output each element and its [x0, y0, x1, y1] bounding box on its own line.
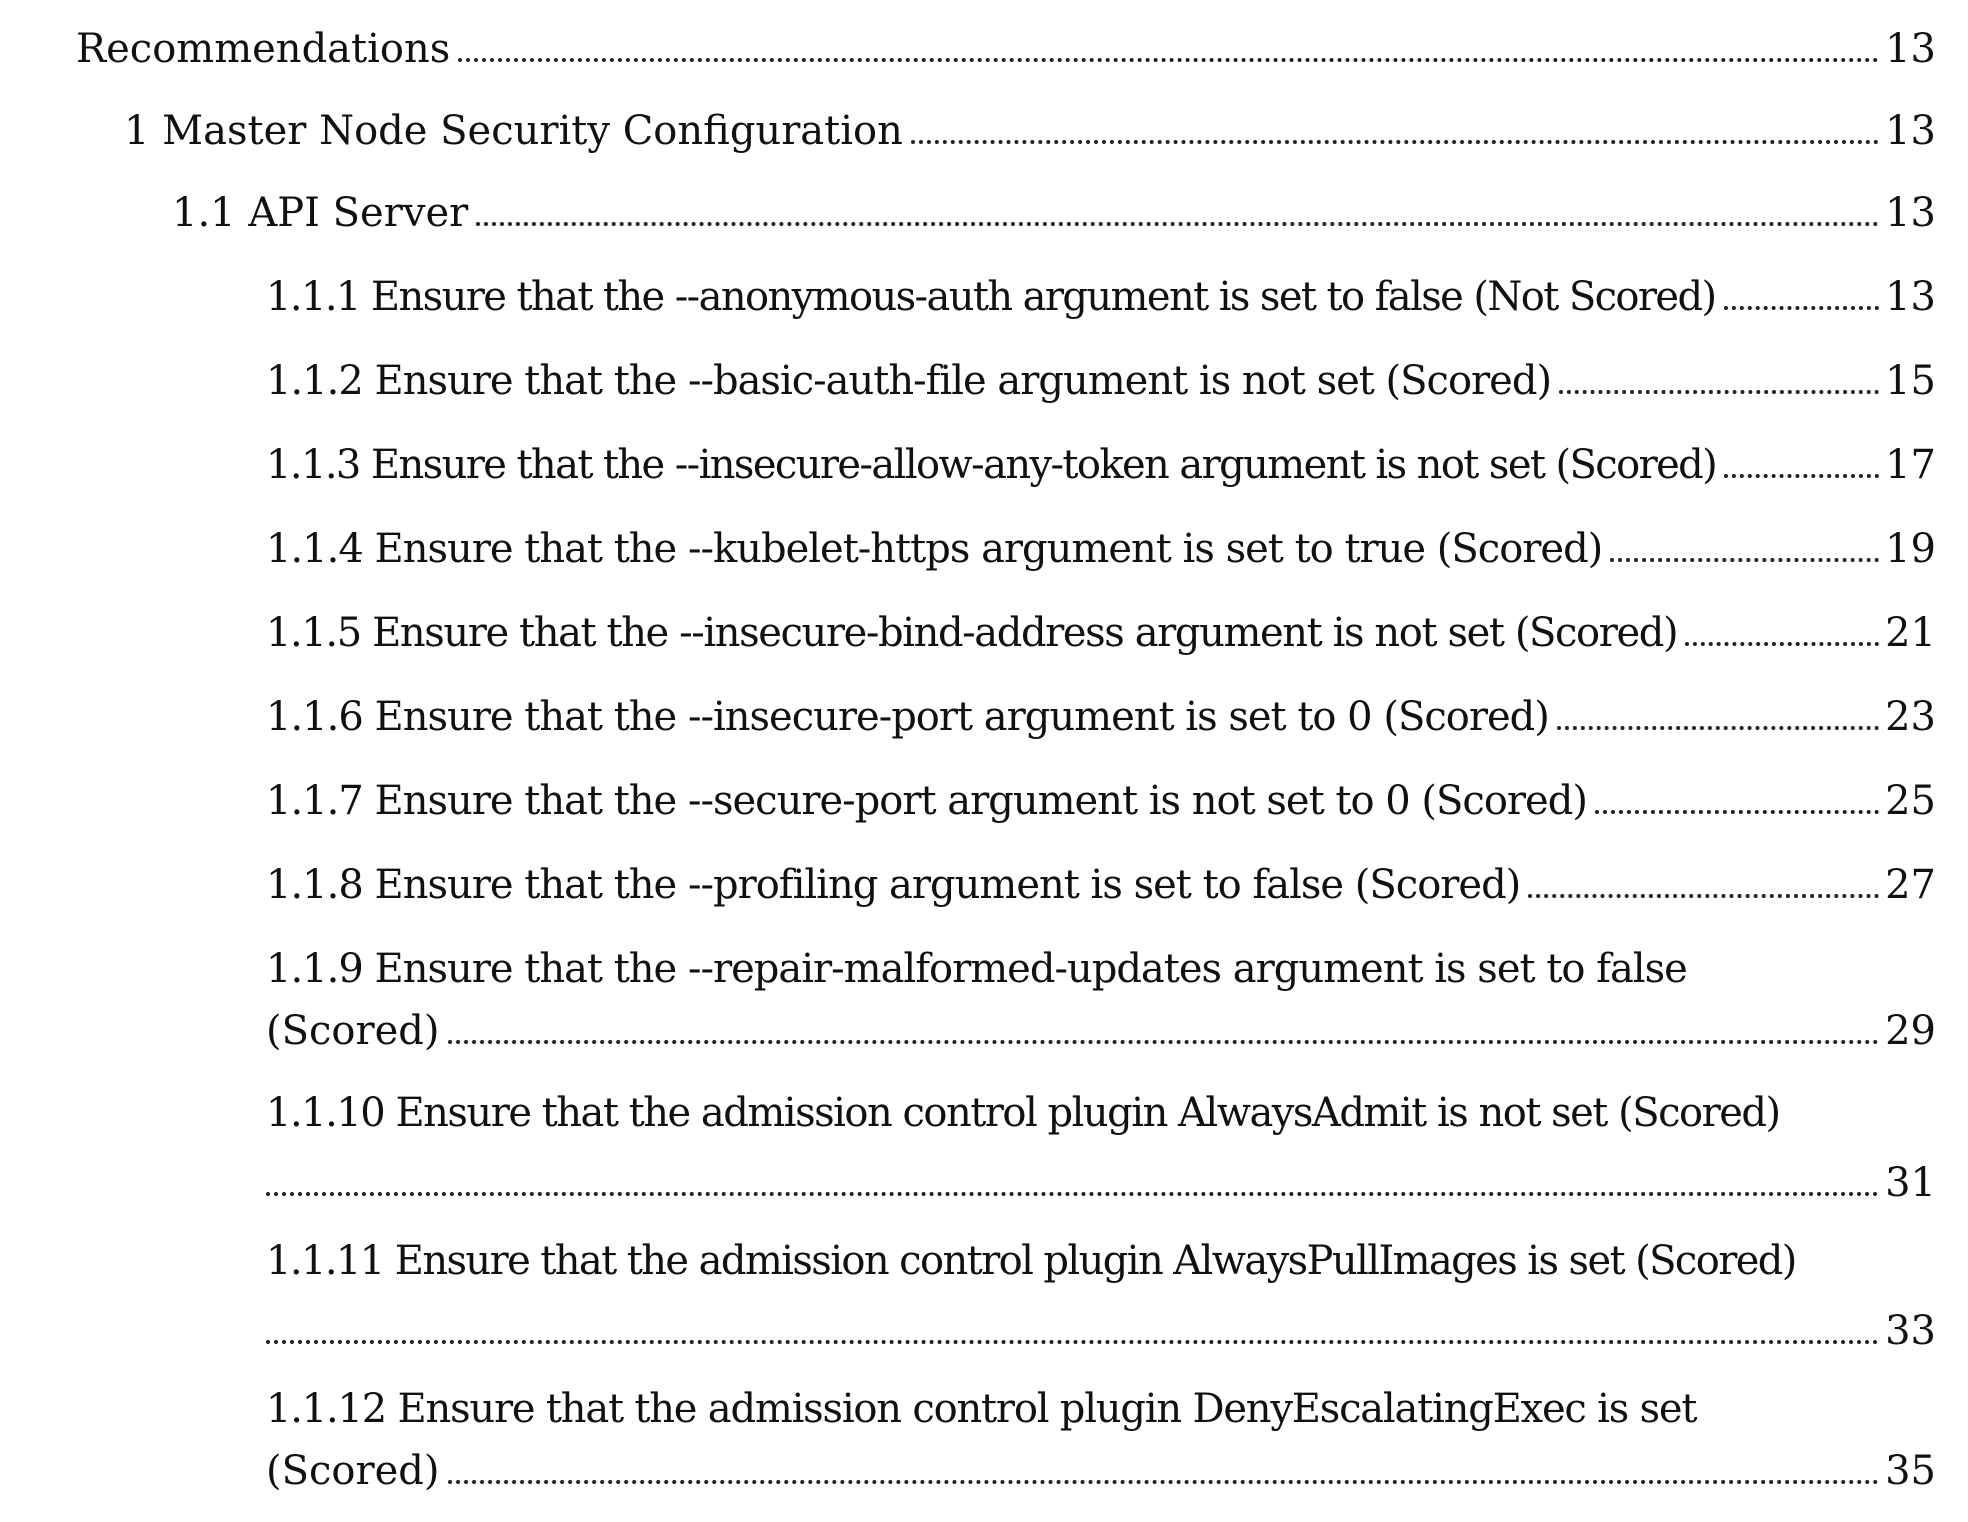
toc-entry-text-line1: 1.1.9 Ensure that the --repair-malformed-updates argument is set to false: [266, 946, 1687, 992]
toc-entry-1-1-2[interactable]: [266, 356, 1936, 406]
toc-entry-text: 1.1.8 Ensure that the --profiling argument is set to false (Scored): [266, 862, 1521, 908]
toc-entry-1-1-5[interactable]: [266, 608, 1936, 658]
toc-entry-page: 13: [1885, 26, 1936, 72]
toc-entry-text: Recommendations: [76, 26, 451, 72]
toc-entry-text: 1.1.7 Ensure that the --secure-port argument is not set to 0 (Scored): [266, 778, 1587, 824]
dot-leader: [448, 1040, 1880, 1044]
toc-entry-text: 1.1.5 Ensure that the --insecure-bind-address argument is not set (Scored): [266, 610, 1678, 656]
toc-entry-1-1-11[interactable]: [266, 1236, 1936, 1360]
toc-entry-1-1-1[interactable]: [266, 272, 1936, 322]
dot-leader: [1724, 306, 1880, 310]
toc-entry-page: 21: [1885, 610, 1936, 656]
dot-leader: [1595, 810, 1879, 814]
toc-entry-page: 13: [1885, 108, 1936, 154]
toc-entry-api-server[interactable]: [172, 188, 1936, 238]
toc-entry-page: 35: [1885, 1448, 1936, 1494]
toc-entry-text: 1 Master Node Security Configuration: [124, 108, 903, 154]
toc-entry-page: 29: [1885, 1008, 1936, 1054]
toc-entry-page: 15: [1885, 358, 1936, 404]
dot-leader: [448, 1480, 1880, 1484]
toc-entry-page: 13: [1885, 190, 1936, 236]
toc-entry-page: 33: [1885, 1308, 1936, 1354]
dot-leader: [266, 1192, 1879, 1196]
toc-entry-text-line1: 1.1.11 Ensure that the admission control plugin AlwaysPullImages is set (Scored): [266, 1238, 1796, 1284]
toc-entry-recommendations[interactable]: [76, 24, 1936, 74]
toc-entry-page: 23: [1885, 694, 1936, 740]
toc-entry-1-1-3[interactable]: [266, 440, 1936, 490]
toc-entry-text: 1.1 API Server: [172, 190, 469, 236]
dot-leader: [1724, 474, 1879, 478]
dot-leader: [458, 58, 1879, 62]
dot-leader: [1685, 642, 1879, 646]
toc-entry-page: 13: [1885, 274, 1936, 320]
toc-entry-master-node[interactable]: [124, 106, 1936, 156]
toc-entry-page: 19: [1885, 526, 1936, 572]
toc-entry-text-line1: 1.1.12 Ensure that the admission control plugin DenyEscalatingExec is set: [266, 1386, 1697, 1432]
toc-entry-text-line1: 1.1.10 Ensure that the admission control plugin AlwaysAdmit is not set (Scored): [266, 1090, 1780, 1136]
toc-entry-text: 1.1.4 Ensure that the --kubelet-https argument is set to true (Scored): [266, 526, 1603, 572]
dot-leader: [1557, 726, 1879, 730]
dot-leader: [911, 140, 1879, 144]
toc-entry-1-1-10[interactable]: [266, 1088, 1936, 1212]
toc-entry-1-1-6[interactable]: [266, 692, 1936, 742]
dot-leader: [1559, 390, 1879, 394]
toc-entry-text-line2: (Scored): [266, 1448, 440, 1494]
dot-leader: [1528, 894, 1879, 898]
toc-entry-text: 1.1.1 Ensure that the --anonymous-auth argument is set to false (Not Scored): [266, 274, 1716, 320]
toc-entry-1-1-9[interactable]: [266, 944, 1936, 1056]
dot-leader: [1610, 558, 1879, 562]
toc-entry-text-line2: (Scored): [266, 1008, 440, 1054]
dot-leader: [266, 1340, 1879, 1344]
toc-entry-page: 27: [1885, 862, 1936, 908]
toc-entry-1-1-7[interactable]: [266, 776, 1936, 826]
toc-entry-page: 17: [1885, 442, 1936, 488]
toc-entry-text: 1.1.2 Ensure that the --basic-auth-file argument is not set (Scored): [266, 358, 1552, 404]
toc-entry-1-1-12[interactable]: [266, 1384, 1936, 1496]
toc-entry-1-1-4[interactable]: [266, 524, 1936, 574]
dot-leader: [476, 222, 1879, 226]
toc-entry-page: 31: [1885, 1160, 1936, 1206]
toc-entry-text: 1.1.3 Ensure that the --insecure-allow-any-token argument is not set (Scored): [266, 442, 1717, 488]
toc-entry-text: 1.1.6 Ensure that the --insecure-port argument is set to 0 (Scored): [266, 694, 1549, 740]
toc-entry-page: 25: [1885, 778, 1936, 824]
toc-entry-1-1-8[interactable]: [266, 860, 1936, 910]
